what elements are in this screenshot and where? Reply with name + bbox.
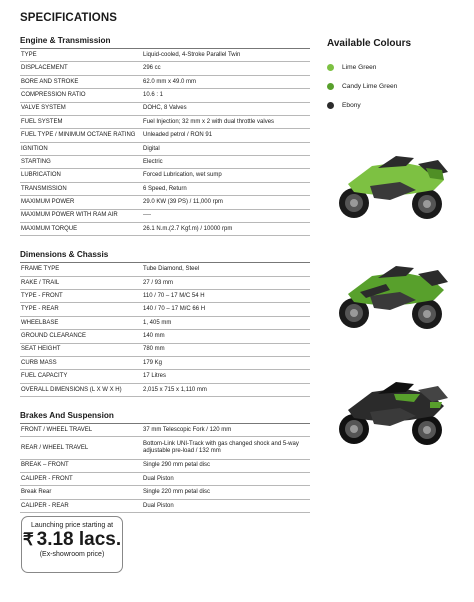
spec-row-maximum-power (20, 196, 310, 209)
spec-value: DOHC, 8 Valves (143, 105, 187, 112)
spec-value: Electric (143, 158, 163, 165)
spec-label: CALIPER - REAR (21, 502, 69, 509)
motorcycle-image-candy-lime-green (330, 256, 454, 332)
colour-swatch (327, 64, 334, 71)
spec-value: 110 / 70 – 17 M/C 54 H (143, 292, 205, 299)
spec-row-wheelbase (20, 317, 310, 330)
spec-label: MAXIMUM POWER WITH RAM AIR (21, 212, 118, 219)
spec-row-ignition (20, 143, 310, 156)
spec-label: TRANSMISSION (21, 185, 67, 192)
spec-label: RAKE / TRAIL (21, 279, 60, 286)
spec-label: BREAK – FRONT (21, 462, 69, 469)
specifications-list (20, 36, 310, 527)
spec-row-rear-wheel-travel (20, 437, 310, 459)
spec-row-lubrication (20, 169, 310, 182)
chassis-section-title: Dimensions & Chassis (20, 250, 310, 263)
colour-name: Ebony (342, 102, 361, 109)
motorcycle-image-lime-green (330, 146, 454, 222)
page-title: SPECIFICATIONS (20, 12, 118, 24)
spec-row-curb-mass (20, 357, 310, 370)
spec-row-front-wheel-travel (20, 424, 310, 437)
spec-label: STARTING (21, 158, 51, 165)
spec-value: 1, 405 mm (143, 319, 172, 326)
spec-row-ground-clearance (20, 330, 310, 343)
colour-name: Candy Lime Green (342, 83, 398, 90)
spec-row-type (20, 49, 310, 62)
brakes-section (20, 411, 310, 513)
spec-label: REAR / WHEEL TRAVEL (21, 444, 89, 451)
spec-row-maximum-torque (20, 223, 310, 236)
spec-value: 10.6 : 1 (143, 92, 164, 99)
brakes-rows (20, 424, 310, 513)
spec-value: 37 mm Telescopic Fork / 120 mm (143, 426, 232, 433)
spec-value: 140 / 70 – 17 M/C 66 H (143, 306, 206, 313)
spec-row-starting (20, 156, 310, 169)
spec-value: Single 220 mm petal disc (143, 489, 211, 496)
spec-row-type-front (20, 290, 310, 303)
spec-row-frame-type (20, 263, 310, 276)
spec-label: GROUND CLEARANCE (21, 333, 87, 340)
colour-swatch (327, 102, 334, 109)
spec-value: 179 Kg (143, 359, 163, 366)
spec-label: BORE AND STROKE (21, 78, 79, 85)
spec-row-valve-system (20, 103, 310, 116)
spec-label: FUEL CAPACITY (21, 373, 68, 380)
spec-label: MAXIMUM POWER (21, 199, 75, 206)
spec-label: Break Rear (21, 489, 52, 496)
spec-label: CALIPER - FRONT (21, 475, 73, 482)
spec-row-compression-ratio (20, 89, 310, 102)
engine-section (20, 36, 310, 236)
spec-value: 296 cc (143, 65, 161, 72)
spec-label: VALVE SYSTEM (21, 105, 66, 112)
chassis-section (20, 250, 310, 397)
rupee-symbol: ₹ (22, 530, 34, 549)
chassis-rows (20, 263, 310, 397)
engine-rows (20, 49, 310, 236)
spec-label: SEAT HEIGHT (21, 346, 61, 353)
spec-value: Unleaded petrol / RON 91 (143, 132, 213, 139)
spec-label: FRAME TYPE (21, 266, 60, 273)
spec-value: Dual Piston (143, 475, 174, 482)
spec-value: Bottom-Link UNI-Track with gas changed shock and 5-way adjustable pre-load / 132 mm (143, 441, 299, 454)
spec-value: Fuel Injection; 32 mm x 2 with dual throttle valves (143, 118, 275, 125)
spec-value: Dual Piston (143, 502, 174, 509)
spec-label: WHEELBASE (21, 319, 59, 326)
spec-value: Liquid-cooled, 4-Stroke Parallel Twin (143, 51, 241, 58)
colour-option-lime-green (327, 58, 411, 77)
spec-value: 780 mm (143, 346, 165, 353)
spec-row-transmission (20, 183, 310, 196)
spec-row-overall-dimensions-l-x-w-x-h (20, 384, 310, 397)
spec-value: 17 Litres (143, 373, 167, 380)
spec-row-displacement (20, 62, 310, 75)
spec-label: FRONT / WHEEL TRAVEL (21, 426, 93, 433)
spec-label: COMPRESSION RATIO (21, 92, 86, 99)
price-box (21, 516, 123, 573)
spec-value: 26.1 N.m.(2.7 Kgf.m) / 10000 rpm (143, 225, 233, 232)
spec-row-bore-and-stroke (20, 76, 310, 89)
colour-option-ebony (327, 96, 411, 115)
spec-row-fuel-system (20, 116, 310, 129)
spec-value: 140 mm (143, 333, 165, 340)
spec-row-break-front (20, 460, 310, 473)
spec-row-caliper-front (20, 473, 310, 486)
engine-section-title: Engine & Transmission (20, 36, 310, 49)
spec-value: Single 290 mm petal disc (143, 462, 211, 469)
price-amount-line (22, 530, 122, 550)
colour-name: Lime Green (342, 64, 377, 71)
price-caption: Launching price starting at (30, 522, 114, 529)
spec-label: TYPE (21, 51, 37, 58)
spec-value: 62.0 mm x 49.0 mm (143, 78, 197, 85)
colour-option-candy-lime-green (327, 77, 411, 96)
spec-label: OVERALL DIMENSIONS (L X W X H) (21, 386, 122, 393)
spec-row-maximum-power-with-ram-air (20, 210, 310, 223)
spec-row-rake-trail (20, 277, 310, 290)
spec-value: ---- (143, 212, 151, 219)
spec-row-fuel-type-minimum-octane-rating (20, 129, 310, 142)
spec-row-type-rear (20, 303, 310, 316)
spec-row-caliper-rear (20, 500, 310, 513)
spec-label: CURB MASS (21, 359, 57, 366)
spec-value: 2,015 x 715 x 1,110 mm (143, 386, 207, 393)
available-colours (327, 38, 411, 115)
spec-label: MAXIMUM TORQUE (21, 225, 78, 232)
spec-row-fuel-capacity (20, 370, 310, 383)
spec-value: 6 Speed, Return (143, 185, 187, 192)
spec-row-seat-height (20, 344, 310, 357)
brakes-section-title: Brakes And Suspension (20, 411, 310, 424)
spec-value: Digital (143, 145, 160, 152)
spec-label: TYPE - FRONT (21, 292, 63, 299)
spec-value: 29.0 KW (39 PS) / 11,000 rpm (143, 199, 223, 206)
price-amount: 3.18 lacs. (36, 529, 122, 550)
spec-label: IGNITION (21, 145, 48, 152)
spec-label: FUEL SYSTEM (21, 118, 63, 125)
spec-value: Forced Lubrication, wet sump (143, 172, 222, 179)
spec-label: FUEL TYPE / MINIMUM OCTANE RATING (21, 132, 136, 139)
spec-label: LUBRICATION (21, 172, 61, 179)
spec-value: Tube Diamond, Steel (143, 266, 200, 273)
price-note: (Ex-showroom price) (39, 551, 105, 558)
motorcycle-image-ebony (330, 372, 454, 448)
spec-row-break-rear (20, 486, 310, 499)
spec-label: DISPLACEMENT (21, 65, 68, 72)
spec-value: 27 / 93 mm (143, 279, 174, 286)
colour-swatch (327, 83, 334, 90)
colours-title: Available Colours (327, 38, 412, 49)
spec-label: TYPE - REAR (21, 306, 59, 313)
